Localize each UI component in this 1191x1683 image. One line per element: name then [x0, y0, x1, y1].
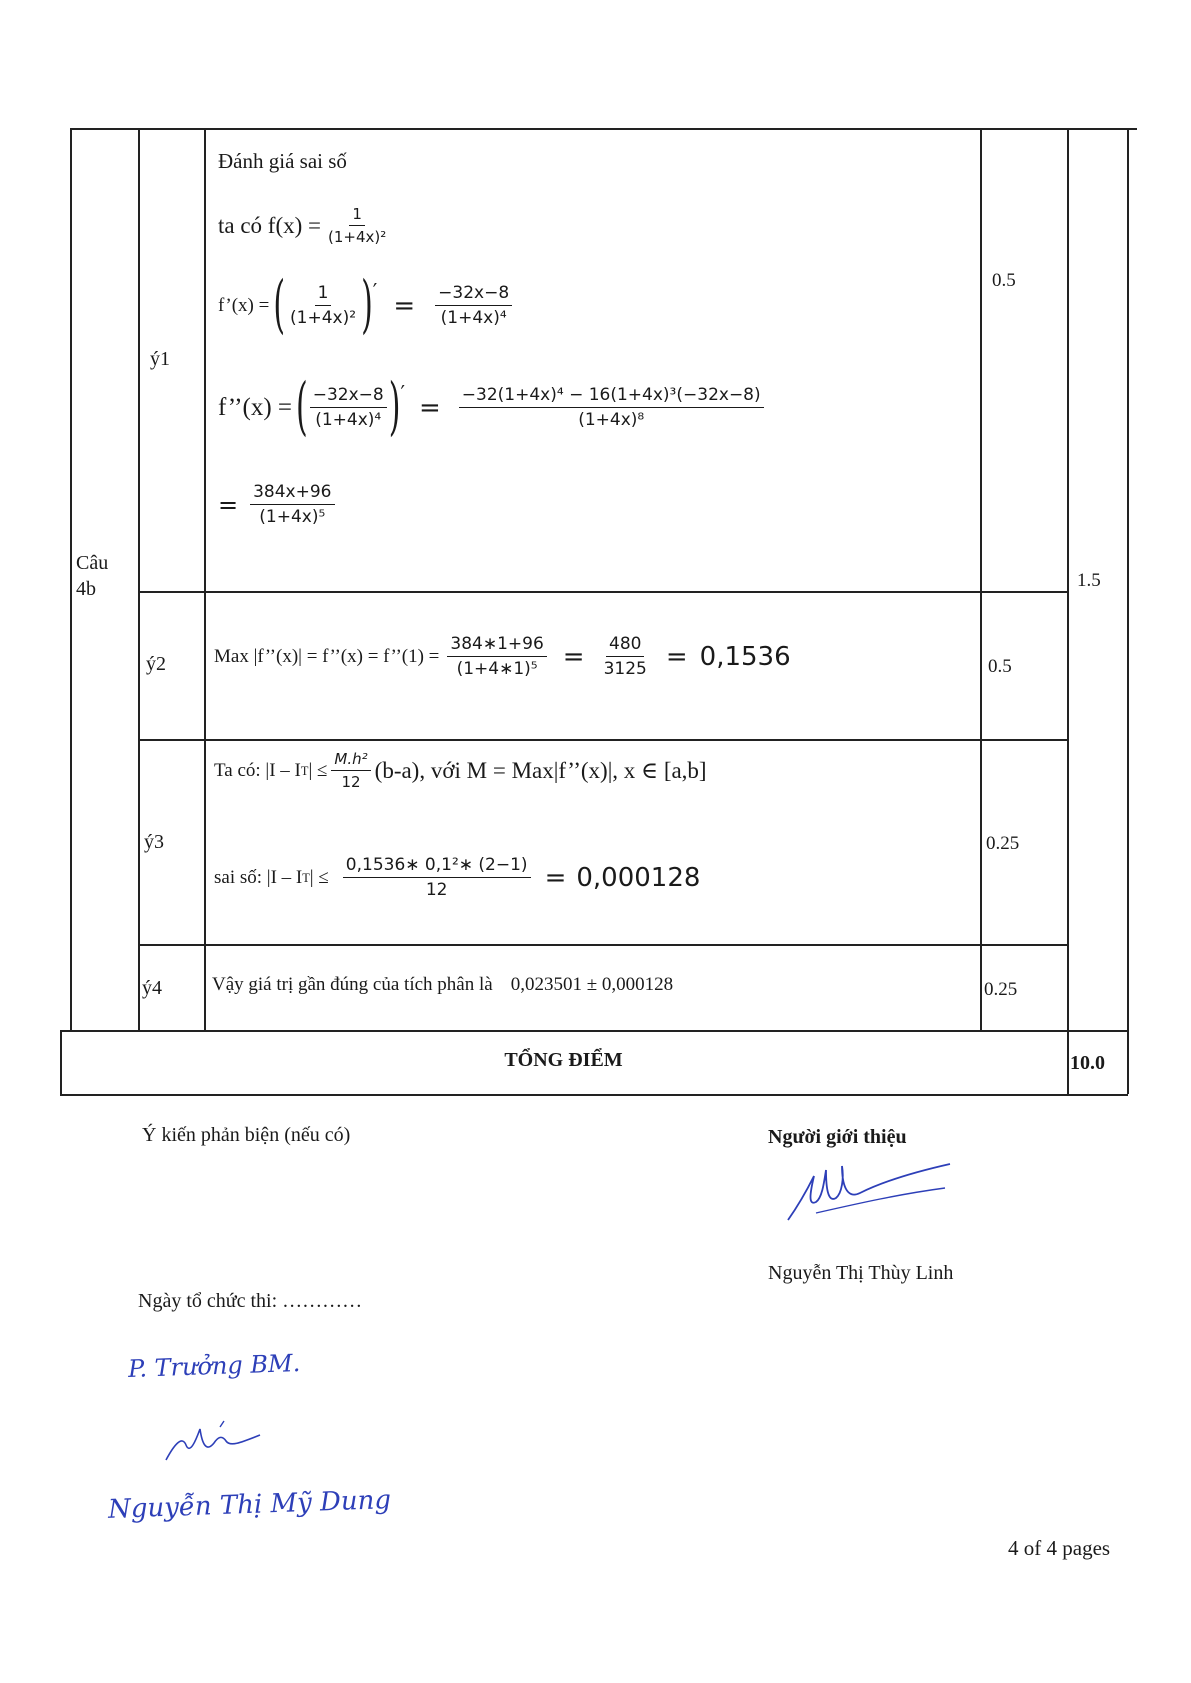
y2-prefix: Max |f’’(x)| = f’’(x) = f’’(1) =: [214, 645, 440, 667]
y4-conclusion: [212, 974, 673, 996]
y1-fp-inner-den: (1+4x)²: [290, 308, 357, 329]
row-label-y1: ý1: [150, 348, 170, 370]
y3-line2-num: 0,1536∗ 0,1²∗ (2−1): [343, 855, 531, 878]
y2-formula: Max |f’’(x)| = f’’(x) = f’’(1) = $\frac{384∗1+96}{\text{(1+4∗1)⁵}}$ = $\frac{480}{3125}$ = 0,1536: [214, 634, 791, 680]
y1-f-den: (1+4x)²: [328, 228, 387, 246]
y1-fpp-res-num: −32(1+4x)⁴ − 16(1+4x)³(−32x−8): [459, 385, 764, 408]
y2-den1: (1+4∗1)⁵: [456, 659, 538, 680]
y3-line2-prefix: sai số: |I – I: [214, 866, 303, 888]
y1-final: = $\frac{384x+96}{\text{(1+4x)⁵}}$: [218, 482, 339, 528]
total-score: 10.0: [1070, 1052, 1105, 1074]
row-label-y3: ý3: [144, 831, 164, 853]
y1-fp-inner-num: 1: [315, 283, 332, 306]
y1-f-definition: [218, 205, 393, 246]
y3-line2-den: 12: [425, 880, 448, 901]
points-y3: 0.25: [986, 833, 1020, 854]
introducer-signature: [780, 1158, 960, 1238]
y4-value: 0,023501 ± 0,000128: [510, 974, 674, 995]
y3-inequality: Ta có: |I – I T | ≤ $\frac{\text{M.h²}}{12}$ (b-a), với M = Max|f’’(x)|, x ∈ [a,b]: [214, 750, 707, 791]
row-label-y4: ý4: [142, 977, 162, 999]
question-label: Câu 4b: [76, 552, 109, 600]
handwritten-title: P. Trưởng BM.: [127, 1349, 301, 1383]
handwritten-name: Nguyễn Thị Mỹ Dung: [107, 1485, 392, 1525]
points-y2: 0.5: [988, 656, 1012, 677]
page-number: 4 of 4 pages: [1008, 1536, 1111, 1560]
points-y1: 0.5: [992, 270, 1016, 291]
y1-f-prime: f’(x) = ( $\frac{1}{\text{(1+4x)²}}$ ) ′ = $\frac{-32x-8}{\text{(1+4x)⁴}}$: [218, 283, 516, 329]
y3-line1-den: 12: [341, 773, 361, 791]
y2-num1: 384∗1+96: [447, 634, 546, 657]
y2-result: 0,1536: [699, 641, 791, 672]
y1-fpp-res-den: (1+4x)⁸: [578, 410, 645, 431]
y1-fp-res-den: (1+4x)⁴: [440, 308, 507, 329]
review-label: Ý kiến phản biện (nếu có): [142, 1124, 351, 1146]
y3-line1-suffix: (b-a), với M = Max|f’’(x)|, x ∈ [a,b]: [374, 757, 707, 783]
y1-f-double-prime: f’’(x) = ( $\frac{-32x-8}{\text{(1+4x)⁴}}$ ) ′ = $\frac{\text{−32(1+4x)⁴ − 16(1+4x)³(−32x−8)}}{\text{(1+4x)⁸}}$: [218, 385, 768, 431]
y1-final-den: (1+4x)⁵: [259, 507, 326, 528]
y1-final-num: 384x+96: [250, 482, 334, 505]
question-total-points: 1.5: [1077, 570, 1101, 591]
exam-date-label: Ngày tổ chức thi: …………: [138, 1290, 363, 1312]
row-label-y2: ý2: [146, 653, 166, 675]
y3-line1-num: M.h²: [331, 750, 370, 771]
introducer-label: Người giới thiệu: [768, 1126, 907, 1148]
y1-f-prefix: ta có f(x) =: [218, 212, 322, 238]
y4-text: Vậy giá trị gần đúng của tích phân là: [212, 974, 493, 995]
y1-fp-prefix: f’(x) =: [218, 294, 270, 316]
y1-fpp-prefix: f’’(x) =: [218, 393, 292, 421]
points-y4: 0.25: [984, 979, 1018, 1000]
y3-line1-mid: | ≤: [308, 759, 328, 781]
y3-error-bound: sai số: |I – I T | ≤ $\frac{\text{0,1536∗ 0,1²∗ (2−1)}}{12}$ = 0,000128: [214, 855, 701, 901]
y1-heading: Đánh giá sai số: [218, 149, 347, 173]
introducer-name: Nguyễn Thị Thùy Linh: [768, 1262, 954, 1284]
y1-fp-res-num: −32x−8: [435, 283, 512, 306]
y2-den2: 3125: [603, 659, 647, 680]
y1-f-num: 1: [349, 205, 365, 226]
dept-head-signature: [160, 1415, 270, 1475]
total-label: TỔNG ĐIỂM: [504, 1049, 623, 1071]
y3-line2-mid: | ≤: [309, 866, 329, 888]
y2-num2: 480: [606, 634, 644, 657]
y3-line2-result: 0,000128: [576, 862, 701, 893]
y3-line1-prefix: Ta có: |I – I: [214, 759, 301, 781]
y1-fpp-inner-den: (1+4x)⁴: [315, 410, 382, 431]
y1-fpp-inner-num: −32x−8: [310, 385, 387, 408]
